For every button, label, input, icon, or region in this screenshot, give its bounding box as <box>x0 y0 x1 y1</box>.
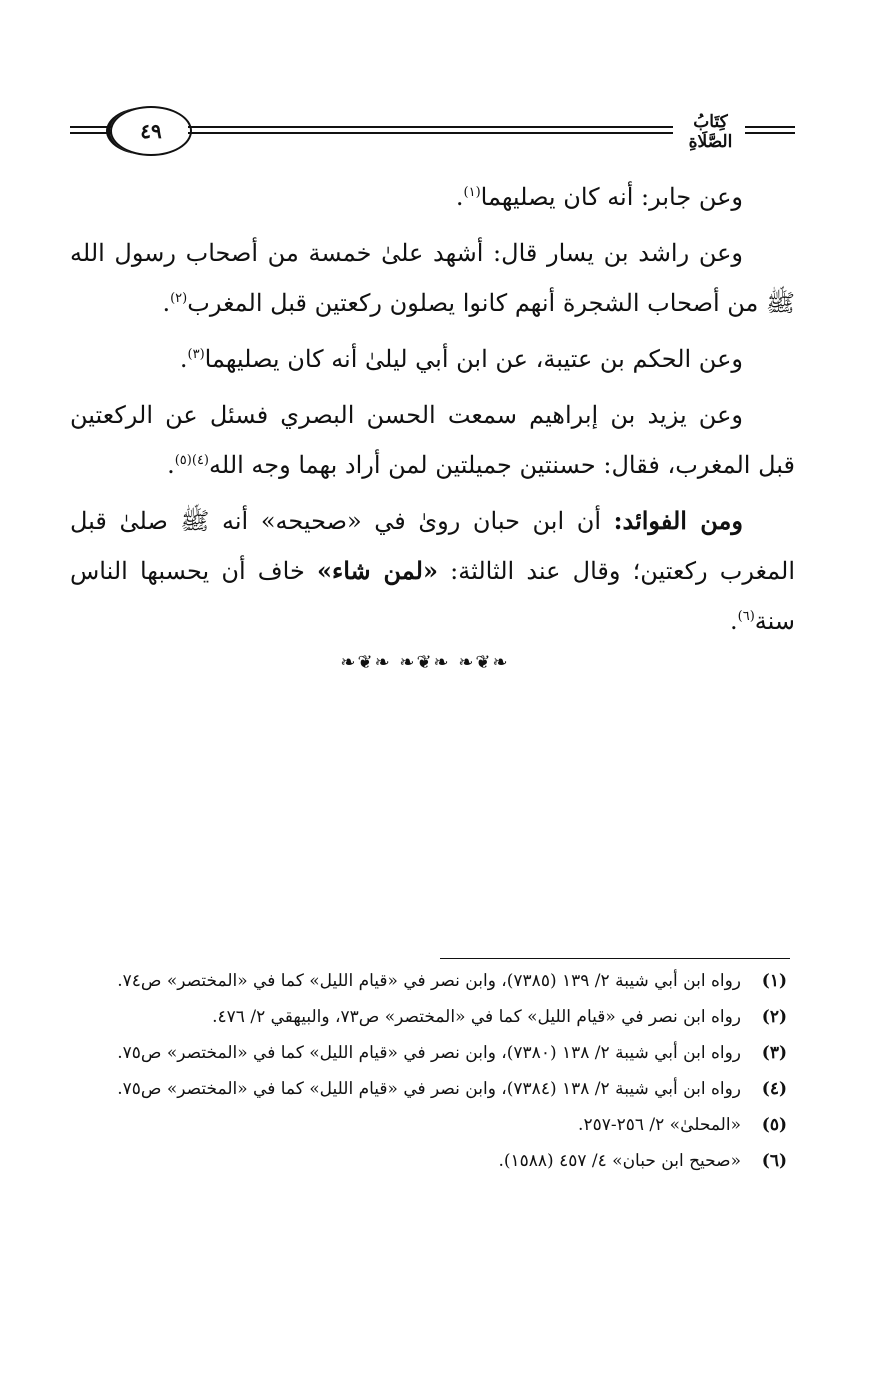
header-rule <box>70 126 112 128</box>
main-text <box>70 172 795 652</box>
footnote <box>62 1108 787 1143</box>
footnote-number: (٥) <box>761 1115 787 1135</box>
paragraph-text: خاف أن يحسبها الناس سنة <box>70 557 795 635</box>
footnote-ref: (١) <box>463 185 481 200</box>
footnote-number: (٢) <box>761 1007 787 1027</box>
paragraph-text: أن ابن حبان روىٰ في «صحيحه» أنه ﷺ صلىٰ قبل المغرب ركعتين؛ وقال عند الثالثة: <box>70 507 795 585</box>
footnote-text: «صحيح ابن حبان» ٤/ ٤٥٧ (١٥٨٨). <box>498 1151 741 1171</box>
page-header <box>70 100 795 160</box>
paragraph-text: وعن راشد بن يسار قال: أشهد علىٰ خمسة من أصحاب رسول الله ﷺ من أصحاب الشجرة أنهم كانوا يصلون ركعتين قبل المغرب <box>70 239 795 317</box>
benefits-lead: ومن الفوائد: <box>613 506 743 535</box>
footnote <box>62 1072 787 1107</box>
paragraph: وعن جابر: أنه كان يصليهما$^{(١)}$. <box>455 183 743 211</box>
header-rule <box>70 132 112 134</box>
footnote <box>62 1144 787 1179</box>
footnote <box>62 964 787 999</box>
footnote-number: (٦) <box>761 1151 787 1171</box>
page-number-badge <box>110 106 192 156</box>
footnote-number: (٤) <box>761 1079 787 1099</box>
footnote-number: (١) <box>761 971 787 991</box>
paragraph-text: وعن الحكم بن عتيبة، عن ابن أبي ليلىٰ أنه كان يصليهما <box>204 345 743 373</box>
header-rule <box>745 132 795 134</box>
page-number: ٤٩ <box>140 119 162 143</box>
footnote-number: (٣) <box>761 1043 787 1063</box>
header-rule <box>188 132 673 134</box>
footnote-ref: (٣) <box>187 347 205 362</box>
footnotes <box>62 964 787 1180</box>
footnote <box>62 1036 787 1071</box>
footnote-ref: (٦) <box>737 609 755 624</box>
footnote-text: رواه ابن نصر في «قيام الليل» كما في «المختصر» ص٧٣، والبيهقي ٢/ ٤٧٦. <box>212 1007 741 1027</box>
footnote-text: رواه ابن أبي شيبة ٢/ ١٣٩ (٧٣٨٥)، وابن نصر في «قيام الليل» كما في «المختصر» ص٧٤. <box>117 971 741 991</box>
footnote-ref: (٤)(٥) <box>174 453 209 468</box>
paragraph: وعن الحكم بن عتيبة، عن ابن أبي ليلىٰ أنه كان يصليهما$^{(٣)}$. <box>179 345 743 373</box>
footnote <box>62 1000 787 1035</box>
paragraph: وعن يزيد بن إبراهيم سمعت الحسن البصري فسئل عن الركعتين قبل المغرب، فقال: حسنتين جميلتين لمن أراد بهما وجه الله$^{(٤)(٥)}$. <box>70 401 795 479</box>
paragraph: ومن الفوائد: أن ابن حبان روىٰ في «صحيحه» أنه ﷺ صلىٰ قبل المغرب ركعتين؛ وقال عند الثالثة: «لمن شاء» خاف أن يحسبها الناس سنة$^{(٦)}$. <box>70 506 795 635</box>
footnote-text: رواه ابن أبي شيبة ٢/ ١٣٨ (٧٣٨٠)، وابن نصر في «قيام الليل» كما في «المختصر» ص٧٥. <box>117 1043 741 1063</box>
quoted-phrase: «لمن شاء» <box>316 556 438 585</box>
header-rule <box>188 126 673 128</box>
paragraph: وعن راشد بن يسار قال: أشهد علىٰ خمسة من أصحاب رسول الله ﷺ من أصحاب الشجرة أنهم كانوا يصلون ركعتين قبل المغرب$^{(٢)}$. <box>70 239 795 317</box>
book-title: كِتَابُ الصَّلَاةِ <box>688 112 733 152</box>
paragraph-text: وعن يزيد بن إبراهيم سمعت الحسن البصري فسئل عن الركعتين قبل المغرب، فقال: حسنتين جميلتين لمن أراد بهما وجه الله <box>70 401 795 479</box>
footnote-text: رواه ابن أبي شيبة ٢/ ١٣٨ (٧٣٨٤)، وابن نصر في «قيام الليل» كما في «المختصر» ص٧٥. <box>117 1079 741 1099</box>
ornament-divider-icon: ❧❦❧ ❧❦❧ ❧❦❧ <box>340 652 510 673</box>
footnote-ref: (٢) <box>170 291 188 306</box>
header-rule <box>745 126 795 128</box>
footnote-text: «المحلىٰ» ٢/ ٢٥٦-٢٥٧. <box>578 1115 741 1135</box>
footnote-separator <box>440 958 790 959</box>
paragraph-text: وعن جابر: أنه كان يصليهما <box>480 183 743 211</box>
